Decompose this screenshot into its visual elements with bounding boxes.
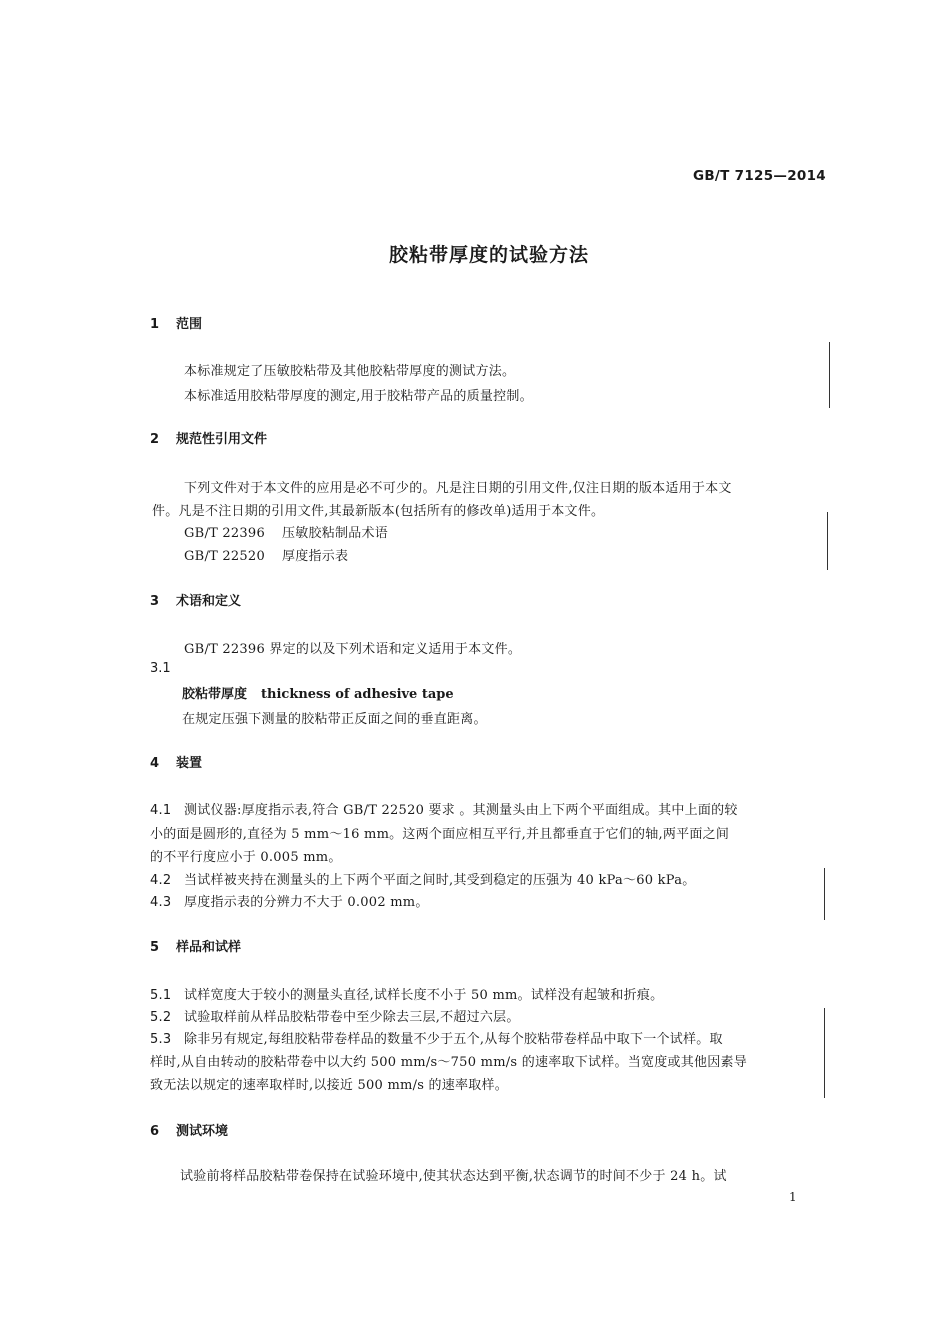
clause-number: 4.3 [150, 895, 172, 910]
clause-5-2 [150, 1006, 520, 1025]
clause-text: 测试仪器:厚度指示表,符合 GB/T 22520 要求 。其测量头由上下两个平面组成。其中上面的较 [184, 803, 738, 818]
change-bar [829, 342, 830, 408]
reference-code: GB/T 22396 [184, 526, 265, 541]
clause-text: 试验取样前从样品胶粘带卷中至少除去三层,不超过六层。 [184, 1010, 520, 1025]
section-number: 2 [150, 432, 160, 447]
section-2-heading [150, 428, 267, 447]
paragraph: GB/T 22396 界定的以及下列术语和定义适用于本文件。 [184, 642, 522, 657]
section-number: 4 [150, 756, 160, 771]
reference-code: GB/T 22520 [184, 549, 265, 564]
clause-number: 5.3 [150, 1032, 172, 1047]
clause-text: 试样宽度大于较小的测量头直径,试样长度不小于 50 mm。试样没有起皱和折痕。 [184, 988, 664, 1003]
clause-5-3 [150, 1028, 723, 1047]
clause-number: 5.1 [150, 988, 172, 1003]
section-title: 样品和试样 [176, 940, 242, 955]
section-4-heading [150, 752, 202, 771]
clause-line: 的不平行度应小于 0.005 mm。 [150, 850, 342, 865]
clause-4-2 [150, 869, 695, 888]
reference-title: 厚度指示表 [282, 549, 349, 564]
section-title: 装置 [176, 756, 203, 771]
clause-4-3 [150, 891, 429, 910]
term-entry [182, 683, 454, 702]
section-title: 测试环境 [176, 1124, 229, 1139]
section-3-heading [150, 590, 241, 609]
section-number: 5 [150, 940, 160, 955]
section-number: 6 [150, 1124, 160, 1139]
change-bar [824, 868, 825, 920]
clause-line: 小的面是圆形的,直径为 5 mm～16 mm。这两个面应相互平行,并且都垂直于它们的轴,两平面之间 [150, 827, 730, 842]
clause-text: 除非另有规定,每组胶粘带卷样品的数量不少于五个,从每个胶粘带卷样品中取下一个试样。取 [184, 1032, 723, 1047]
clause-number: 4.2 [150, 873, 172, 888]
term-chinese: 胶粘带厚度 [182, 687, 248, 702]
term-english: thickness of adhesive tape [261, 687, 454, 702]
clause-line: 样时,从自由转动的胶粘带卷中以大约 500 mm/s～750 mm/s 的速率取下试样。当宽度或其他因素导 [150, 1055, 747, 1070]
clause-text: 当试样被夹持在测量头的上下两个平面之间时,其受到稳定的压强为 40 kPa～60 kPa。 [184, 873, 696, 888]
reference-item [184, 545, 348, 564]
reference-title: 压敏胶粘制品术语 [282, 526, 389, 541]
paragraph: 本标准适用胶粘带厚度的测定,用于胶粘带产品的质量控制。 [184, 389, 533, 404]
clause-number: 4.1 [150, 803, 172, 818]
clause-text: 厚度指示表的分辨力不大于 0.002 mm。 [184, 895, 429, 910]
change-bar [824, 1008, 825, 1098]
document-title: 胶粘带厚度的试验方法 [388, 244, 589, 266]
paragraph: 试验前将样品胶粘带卷保持在试验环境中,使其状态达到平衡,状态调节的时间不少于 24 h。试 [180, 1169, 727, 1184]
section-title: 范围 [176, 317, 203, 332]
paragraph: 本标准规定了压敏胶粘带及其他胶粘带厚度的测试方法。 [184, 364, 516, 379]
term-number: 3.1 [150, 661, 171, 676]
term-definition: 在规定压强下测量的胶粘带正反面之间的垂直距离。 [182, 712, 487, 727]
section-title: 术语和定义 [176, 594, 242, 609]
section-number: 3 [150, 594, 160, 609]
page-number: 1 [789, 1190, 797, 1204]
section-5-heading [150, 936, 241, 955]
standard-number: GB/T 7125—2014 [692, 168, 826, 184]
clause-4-1 [150, 799, 738, 818]
change-bar [827, 512, 828, 570]
section-6-heading [150, 1120, 228, 1139]
section-number: 1 [150, 317, 160, 332]
section-1-heading [150, 313, 202, 332]
section-title: 规范性引用文件 [176, 432, 268, 447]
paragraph: 下列文件对于本文件的应用是必不可少的。凡是注日期的引用文件,仅注日期的版本适用于本文 [184, 481, 732, 496]
clause-5-1 [150, 984, 663, 1003]
clause-line: 致无法以规定的速率取样时,以接近 500 mm/s 的速率取样。 [150, 1078, 509, 1093]
reference-item [184, 522, 388, 541]
clause-number: 5.2 [150, 1010, 172, 1025]
paragraph: 件。凡是不注日期的引用文件,其最新版本(包括所有的修改单)适用于本文件。 [152, 504, 605, 519]
